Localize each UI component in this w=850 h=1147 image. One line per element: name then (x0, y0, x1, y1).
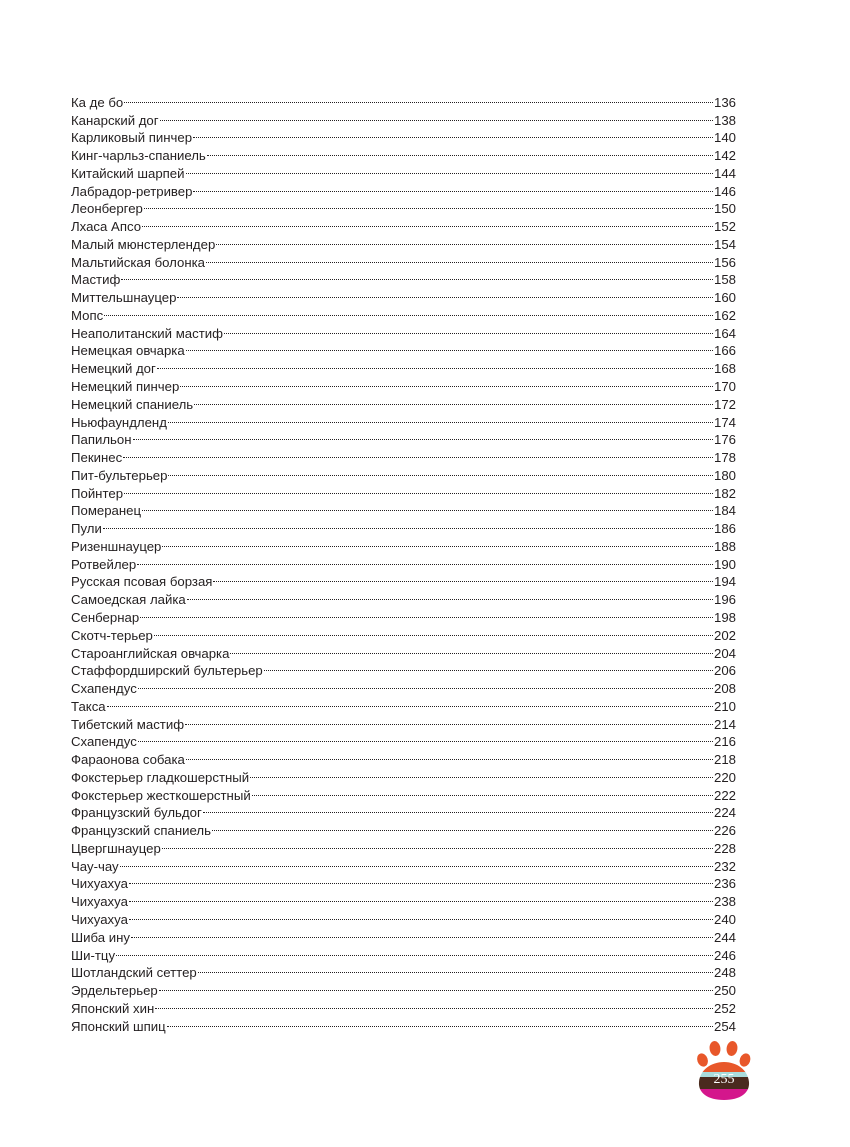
toc-entry[interactable] (71, 125, 736, 146)
toc-entry-page-number: 214 (713, 716, 736, 732)
toc-entry[interactable] (71, 569, 736, 590)
dot-leader (224, 320, 713, 338)
toc-entry-title: Скотч-терьер (71, 627, 153, 643)
toc-entry-title: Чау-чау (71, 858, 119, 874)
toc-entry-page-number: 156 (713, 254, 736, 270)
dot-leader (131, 924, 713, 942)
dot-leader (140, 604, 713, 622)
toc-entry[interactable] (71, 835, 736, 856)
toc-entry[interactable] (71, 551, 736, 572)
toc-entry[interactable] (71, 853, 736, 874)
toc-entry-title: Ши-тцу (71, 947, 116, 963)
toc-entry[interactable] (71, 604, 736, 625)
dot-leader (212, 817, 713, 835)
toc-entry-page-number: 142 (713, 148, 736, 164)
dot-leader (142, 498, 713, 516)
toc-entry-title: Шотландский сеттер (71, 965, 197, 981)
toc-entry-title: Цвергшнауцер (71, 840, 161, 856)
toc-entry-title: Пит-бультерьер (71, 467, 168, 483)
toc-entry-title: Ротвейлер (71, 556, 137, 572)
toc-entry-title: Чихуахуа (71, 894, 128, 910)
toc-entry[interactable] (71, 515, 736, 537)
toc-entry-page-number: 176 (713, 432, 736, 448)
toc-entry-title: Тибетский мастиф (71, 716, 185, 732)
toc-entry-page-number: 226 (713, 823, 736, 839)
toc-entry[interactable] (71, 355, 736, 377)
toc-entry-title: Ризеншнауцер (71, 538, 162, 554)
toc-entry-page-number: 164 (713, 325, 736, 341)
toc-entry[interactable] (71, 409, 736, 430)
toc-entry-title: Схапендус (71, 681, 137, 697)
toc-entry-title: Ньюфаундленд (71, 414, 167, 430)
dot-leader (216, 231, 713, 249)
toc-entry-page-number: 136 (713, 94, 736, 110)
toc-entry[interactable] (71, 960, 736, 981)
toc-entry-title: Фокстерьер жесткошерстный (71, 787, 251, 803)
toc-entry-title: Канарский дог (71, 112, 159, 128)
toc-entry[interactable] (71, 302, 736, 323)
toc-entry[interactable] (71, 196, 736, 217)
toc-entry-page-number: 248 (713, 965, 736, 981)
toc-entry-title: Пули (71, 521, 102, 537)
toc-entry-title: Неаполитанский мастиф (71, 325, 223, 341)
dot-leader (154, 622, 713, 640)
toc-entry-title: Кинг-чарльз-спаниель (71, 148, 206, 164)
toc-entry-page-number: 168 (713, 361, 736, 377)
toc-entry[interactable] (71, 693, 736, 714)
dot-leader (138, 675, 713, 693)
toc-entry-title: Немецкий дог (71, 361, 156, 377)
paw-toe (726, 1040, 739, 1056)
toc-entry-page-number: 206 (713, 663, 736, 679)
toc-entry-page-number: 222 (713, 787, 736, 803)
toc-entry-page-number: 154 (713, 236, 736, 252)
dot-leader (133, 427, 713, 445)
dot-leader (177, 284, 713, 302)
toc-entry[interactable] (71, 320, 736, 341)
toc-entry-title: Японский шпиц (71, 1018, 166, 1034)
dot-leader (124, 480, 713, 498)
toc-entry[interactable] (71, 924, 736, 945)
toc-entry-page-number: 140 (713, 130, 736, 146)
toc-entry-title: Померанец (71, 503, 142, 519)
toc-entry-title: Староанглийская овчарка (71, 645, 230, 661)
dot-leader (162, 835, 713, 853)
dot-leader (193, 178, 713, 196)
toc-entry-title: Немецкая овчарка (71, 343, 185, 359)
dot-leader (187, 586, 713, 604)
toc-entry-page-number: 172 (713, 396, 736, 412)
toc-entry[interactable] (71, 533, 736, 554)
dot-leader (194, 391, 713, 409)
toc-entry[interactable] (71, 213, 736, 235)
toc-entry[interactable] (71, 444, 736, 466)
toc-entry-page-number: 146 (713, 183, 736, 199)
toc-entry[interactable] (71, 284, 736, 306)
dot-leader (103, 515, 713, 533)
toc-entry-page-number: 150 (713, 201, 736, 217)
toc-entry-page-number: 160 (713, 290, 736, 306)
toc-entry-page-number: 240 (713, 911, 736, 927)
page-number: 255 (713, 1072, 735, 1087)
toc-entry-title: Русская псовая борзая (71, 574, 213, 590)
toc-entry[interactable] (71, 267, 736, 288)
toc-entry[interactable] (71, 427, 736, 448)
toc-entry-title: Шиба ину (71, 929, 130, 945)
paw-print-icon (695, 1040, 753, 1102)
toc-entry[interactable] (71, 942, 736, 963)
toc-entry-title: Мопс (71, 307, 104, 323)
toc-entry-page-number: 210 (713, 698, 736, 714)
paw-toe (709, 1040, 722, 1056)
toc-entry-page-number: 228 (713, 840, 736, 856)
dot-leader (203, 800, 713, 818)
toc-entry-page-number: 218 (713, 752, 736, 768)
toc-entry-title: Лхаса Апсо (71, 219, 142, 235)
table-of-contents (71, 89, 736, 1034)
toc-entry-title: Стаффордширский бультерьер (71, 663, 263, 679)
toc-entry[interactable] (71, 746, 736, 768)
toc-entry-page-number: 170 (713, 379, 736, 395)
toc-entry[interactable] (71, 977, 736, 999)
toc-entry-page-number: 180 (713, 467, 736, 483)
dot-leader (120, 853, 713, 871)
toc-entry[interactable] (71, 107, 736, 128)
toc-entry-page-number: 204 (713, 645, 736, 661)
toc-entry-title: Немецкий спаниель (71, 396, 194, 412)
toc-entry-title: Мастиф (71, 272, 121, 288)
toc-entry-page-number: 166 (713, 343, 736, 359)
toc-entry-page-number: 144 (713, 165, 736, 181)
toc-entry-page-number: 158 (713, 272, 736, 288)
toc-entry-page-number: 208 (713, 681, 736, 697)
toc-entry[interactable] (71, 622, 736, 643)
dot-leader (206, 249, 713, 267)
toc-entry[interactable] (71, 1013, 736, 1034)
dot-leader (160, 107, 713, 125)
dot-leader (185, 711, 713, 729)
dot-leader (121, 267, 713, 285)
dot-leader (137, 551, 713, 569)
toc-entry[interactable] (71, 640, 736, 661)
toc-entry-page-number: 220 (713, 769, 736, 785)
toc-entry-title: Фараонова собака (71, 752, 185, 768)
dot-leader (129, 888, 713, 906)
paw-toe (695, 1052, 709, 1068)
toc-entry[interactable] (71, 462, 736, 483)
toc-entry-page-number: 250 (713, 983, 736, 999)
dot-leader (129, 906, 713, 924)
toc-entry-title: Ка де бо (71, 94, 124, 110)
toc-entry-page-number: 246 (713, 947, 736, 963)
dot-leader (162, 533, 713, 551)
toc-entry[interactable] (71, 89, 736, 110)
dot-leader (168, 462, 713, 480)
toc-entry-title: Самоедская лайка (71, 592, 186, 608)
toc-entry[interactable] (71, 906, 736, 927)
dot-leader (124, 89, 713, 107)
dot-leader (180, 373, 713, 391)
toc-entry-page-number: 238 (713, 894, 736, 910)
dot-leader (168, 409, 713, 427)
toc-entry[interactable] (71, 888, 736, 910)
dot-leader (107, 693, 713, 711)
toc-entry-page-number: 174 (713, 414, 736, 430)
dot-leader (230, 640, 713, 658)
toc-entry-page-number: 190 (713, 556, 736, 572)
toc-entry-page-number: 254 (713, 1018, 736, 1034)
dot-leader (207, 142, 713, 160)
toc-entry-page-number: 196 (713, 592, 736, 608)
toc-entry-title: Лабрадор-ретривер (71, 183, 193, 199)
toc-entry-page-number: 182 (713, 485, 736, 501)
dot-leader (213, 569, 713, 587)
dot-leader (129, 871, 713, 889)
dot-leader (123, 444, 713, 462)
toc-entry-page-number: 138 (713, 112, 736, 128)
dot-leader (159, 977, 713, 995)
toc-entry-title: Эрдельтерьер (71, 983, 158, 999)
toc-entry-title: Французский бульдог (71, 805, 202, 821)
paw-toe (738, 1052, 752, 1068)
toc-entry-title: Чихуахуа (71, 876, 128, 892)
toc-entry-page-number: 178 (713, 450, 736, 466)
toc-entry-page-number: 252 (713, 1000, 736, 1016)
toc-entry-title: Карликовый пинчер (71, 130, 193, 146)
toc-entry-title: Пойнтер (71, 485, 124, 501)
dot-leader (198, 960, 713, 978)
toc-entry-title: Миттельшнауцер (71, 290, 177, 306)
toc-entry-page-number: 152 (713, 219, 736, 235)
toc-entry-page-number: 244 (713, 929, 736, 945)
toc-entry-title: Такса (71, 698, 106, 714)
toc-entry-title: Китайский шарпей (71, 165, 185, 181)
dot-leader (155, 995, 713, 1013)
dot-leader (142, 213, 713, 231)
dot-leader (250, 764, 713, 782)
toc-entry[interactable] (71, 231, 736, 252)
toc-entry[interactable] (71, 711, 736, 732)
toc-entry[interactable] (71, 871, 736, 892)
toc-entry[interactable] (71, 729, 736, 750)
toc-entry-page-number: 236 (713, 876, 736, 892)
toc-entry[interactable] (71, 675, 736, 697)
dot-leader (157, 355, 713, 373)
toc-entry-title: Мальтийская болонка (71, 254, 206, 270)
dot-leader (186, 338, 713, 356)
toc-entry-page-number: 184 (713, 503, 736, 519)
page-number-badge (695, 1040, 753, 1102)
toc-entry-page-number: 188 (713, 538, 736, 554)
toc-entry[interactable] (71, 480, 736, 501)
toc-entry-title: Французский спаниель (71, 823, 211, 839)
dot-leader (167, 1013, 713, 1031)
toc-entry-title: Малый мюнстерлендер (71, 236, 216, 252)
toc-entry-page-number: 162 (713, 307, 736, 323)
dot-leader (116, 942, 713, 960)
toc-entry-page-number: 224 (713, 805, 736, 821)
toc-entry-page-number: 198 (713, 609, 736, 625)
dot-leader (104, 302, 713, 320)
toc-entry-title: Папильон (71, 432, 132, 448)
toc-entry-title: Схапендус (71, 734, 137, 750)
toc-entry-page-number: 232 (713, 858, 736, 874)
dot-leader (252, 782, 713, 800)
toc-entry-title: Пекинес (71, 450, 123, 466)
toc-entry-title: Сенбернар (71, 609, 140, 625)
dot-leader (144, 196, 713, 214)
toc-entry-title: Леонбергер (71, 201, 143, 217)
dot-leader (186, 160, 713, 178)
toc-entry[interactable] (71, 995, 736, 1016)
toc-entry-title: Чихуахуа (71, 911, 128, 927)
toc-entry[interactable] (71, 373, 736, 395)
dot-leader (264, 658, 713, 676)
toc-entry-page-number: 216 (713, 734, 736, 750)
dot-leader (138, 729, 713, 747)
toc-entry-title: Фокстерьер гладкошерстный (71, 769, 250, 785)
toc-entry-page-number: 202 (713, 627, 736, 643)
toc-entry[interactable] (71, 498, 736, 519)
dot-leader (193, 125, 713, 143)
dot-leader (186, 746, 713, 764)
toc-entry-title: Немецкий пинчер (71, 379, 180, 395)
toc-entry-page-number: 194 (713, 574, 736, 590)
toc-entry-title: Японский хин (71, 1000, 155, 1016)
toc-entry-page-number: 186 (713, 521, 736, 537)
